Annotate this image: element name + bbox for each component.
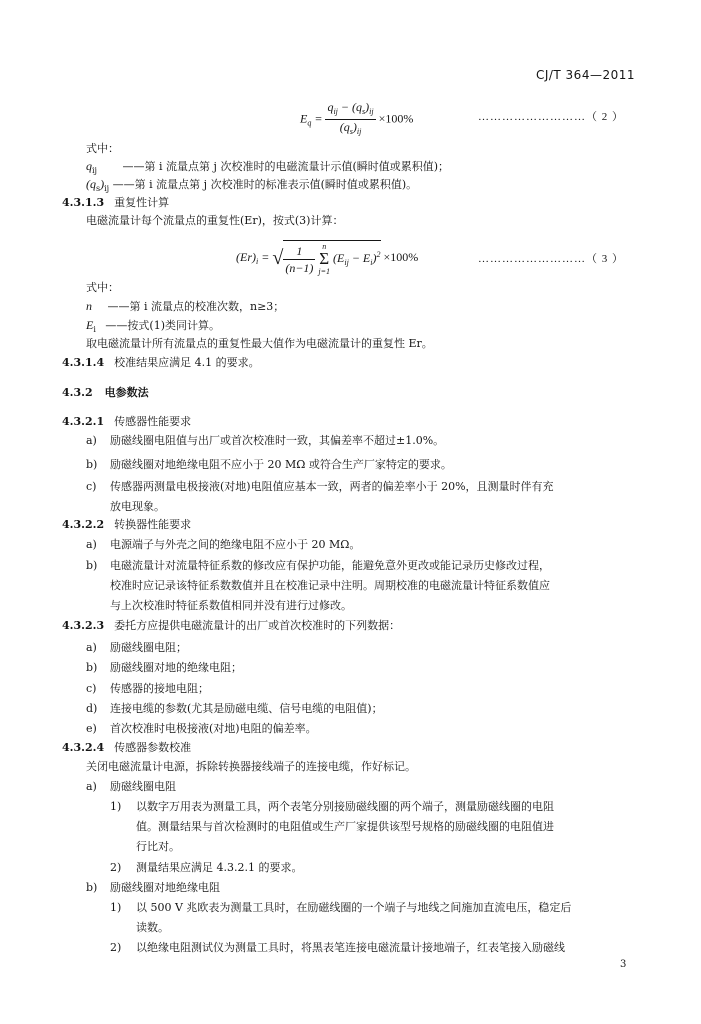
definition-n: n ——第 i 流量点的校准次数，n≥3； xyxy=(86,299,285,313)
sub-list-item: 1) 以 500 V 兆欧表为测量工具时，在励磁线圈的一个端子与地线之间施加直流电压，稳定后 xyxy=(110,901,572,914)
where-label-2: 式中： xyxy=(86,281,119,294)
sub-list-item: 1) 以数字万用表为测量工具，两个表笔分别接励磁线圈的两个端子，测量励磁线圈的电阻 xyxy=(110,800,554,813)
page-number: 3 xyxy=(620,959,627,970)
summation-sign: n Σ j=1 xyxy=(318,242,331,276)
section-4-3-2-1: 4.3.2.1 传感器性能要求 xyxy=(62,415,192,428)
definition-ei: $E_i$ ——按式(1)类同计算。 xyxy=(86,318,220,334)
definition-qij: $q_{ij}$ ——第 i 流量点第 j 次校准时的电磁流量计示值(瞬时值或累积值)； xyxy=(86,159,450,175)
list-item: a) 电源端子与外壳之间的绝缘电阻不应小于 20 MΩ。 xyxy=(86,538,361,551)
equation-2-fraction: $\frac{q_{ij} - (q_s)_{ij}}{(q_s)_{ij}}$ xyxy=(327,100,374,136)
list-item: b) 励磁线圈对地绝缘电阻不应小于 20 MΩ 或符合生产厂家特定的要求。 xyxy=(86,458,452,471)
section-4-3-2-4: 4.3.2.4 传感器参数校准 xyxy=(62,741,192,754)
equation-3-number: ………………………（ 3 ） xyxy=(478,253,624,265)
equation-3: $(Er)_i$ = √ $\frac{1}{(n-1)}$ n Σ j=1 $(E_{ij} - E_i)^2 \times 100\%$ xyxy=(236,242,419,276)
sub-list-continuation: 读数。 xyxy=(136,921,169,934)
sub-list-continuation: 行比对。 xyxy=(136,840,180,853)
sub-list-item: 2) 以绝缘电阻测试仪为测量工具时，将黑表笔连接电磁流量计接地端子，红表笔接入励磁线 xyxy=(110,941,565,954)
section-intro: 关闭电磁流量计电源，拆除转换器接线端子的连接电缆，作好标记。 xyxy=(86,760,416,773)
definition-qs-ij: $(q_s)_{ij}$ ——第 i 流量点第 j 次校准时的标准表示值(瞬时值或累积值)。 xyxy=(86,177,418,193)
list-item: a) 励磁线圈电阻； xyxy=(86,641,187,654)
list-item: c) 传感器的接地电阻； xyxy=(86,682,209,695)
sub-list-continuation: 值。测量结果与首次检测时的电阻值或生产厂家提供该型号规格的励磁线圈的电阻值进 xyxy=(136,820,554,833)
list-item: e) 首次校准时电极接液(对地)电阻的偏差率。 xyxy=(86,722,317,735)
list-item: b) 励磁线圈对地绝缘电阻 xyxy=(86,881,220,894)
section-4-3-1-3: 4.3.1.3 重复性计算 xyxy=(62,196,170,209)
list-item-continuation: 校准时应记录该特征系数数值并且在校准记录中注明。周期校准的电磁流量计特征系数值应 xyxy=(110,579,550,592)
standard-code-header: CJ/T 364—2011 xyxy=(535,68,635,82)
list-item: b) 励磁线圈对地的绝缘电阻； xyxy=(86,661,242,674)
section-4-3-2-2: 4.3.2.2 转换器性能要求 xyxy=(62,518,192,531)
sub-list-item: 2) 测量结果应满足 4.3.2.1 的要求。 xyxy=(110,861,303,874)
where-label-1: 式中： xyxy=(86,142,119,155)
section-4-3-2-3: 4.3.2.3 委托方应提供电磁流量计的出厂或首次校准时的下列数据： xyxy=(62,619,401,632)
section-4-3-2: 4.3.2 电参数法 xyxy=(62,386,149,399)
take-max-paragraph: 取电磁流量计所有流量点的重复性最大值作为电磁流量计的重复性 Er。 xyxy=(86,337,433,350)
repeatability-paragraph: 电磁流量计每个流量点的重复性(Er)，按式(3)计算： xyxy=(86,214,344,227)
list-item: a) 励磁线圈电阻 xyxy=(86,780,176,793)
list-item: a) 励磁线圈电阻值与出厂或首次校准时一致，其偏差率不超过±1.0%。 xyxy=(86,434,445,447)
list-item: d) 连接电缆的参数(尤其是励磁电缆、信号电缆的电阻值)； xyxy=(86,702,383,715)
equation-3-fraction: $\frac{1}{(n-1)}$ xyxy=(285,243,314,275)
list-item: c) 传感器两测量电极接液(对地)电阻值应基本一致，两者的偏差率小于 20%，且测量时伴有充 xyxy=(86,480,554,493)
list-item-continuation: 与上次校准时特征系数值相同并没有进行过修改。 xyxy=(110,599,352,612)
list-item: b) 电磁流量计对流量特征系数的修改应有保护功能，能避免意外更改或能记录历史修改过程， xyxy=(86,559,550,572)
equation-2: $E_q$ = $\frac{q_{ij} - (q_s)_{ij}}{(q_s)_{ij}}$ ×100% xyxy=(300,100,413,139)
equation-2-number: ………………………（ 2 ） xyxy=(478,111,624,123)
section-4-3-1-4: 4.3.1.4 校准结果应满足 4.1 的要求。 xyxy=(62,356,260,369)
list-item-continuation: 放电现象。 xyxy=(110,500,165,513)
